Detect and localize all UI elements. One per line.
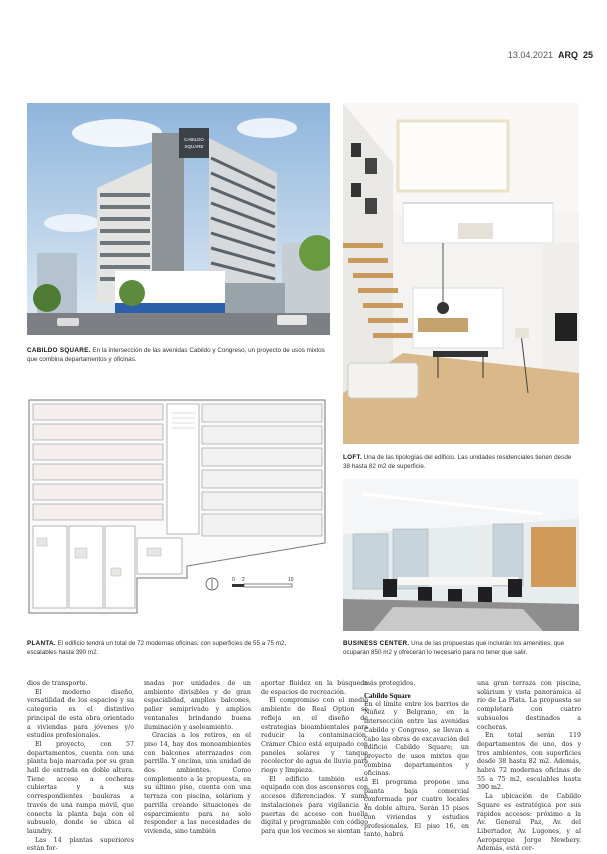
building-sign: CABILDO [184, 137, 204, 142]
article-column-3: aportar fluidez en la búsqueda de espacios de recreación. El compromiso con el medio ambiente de Real Option se refleja en el diseño de estrategias bioambientales para reducir la contaminación. Crámer Chico está equipado con paneles solares y tanque recolector de agua de lluvia para riego y limpieza. El edificio también está equipado con dos ascensores con accesos diferenciados. Y suma instalaciones para vigilancia y puertas de acceso con huella digital y programable con código para que los vecinos se sientan [261, 680, 368, 835]
scale-label-start: 0 [232, 577, 235, 583]
floor-plan-drawing [27, 398, 330, 630]
caption-planta: PLANTA. El edificio tendrá un total de 72 modernas oficinas, con superficies de 55 a 75 m2, escalables hasta 390 m2. [27, 640, 287, 656]
caption-cabildo-square: CABILDO SQUARE. En la intersección de las avenidas Cabildo y Congreso, un proyecto de usos mixtos que combina departamentos y oficinas. [27, 347, 325, 363]
page-header [508, 50, 593, 60]
scale-label-end: 10 [288, 577, 294, 583]
header-section: ARQ [557, 50, 578, 60]
loft-interior-photo [343, 103, 579, 444]
subheading-cabildo-square: Cabildo Square [364, 691, 411, 700]
caption-loft: LOFT. Una de las tipologías del edificio. Las unidades residenciales tienen desde 38 hasta 82 m2 de superficie. [343, 454, 572, 470]
article-column-1: dios de transporte. El moderno diseño, versatilidad de los espacios y su categoría es el distintivo principal de esta obra orientado a viviendas para jóvenes y/o estudios profesionales. El proyecto, con 57 departamentos, cuenta con una planta baja marcada por su gran hall de entrada en doble altura. Tiene acceso a cocheras cubiertas y a sus correspondientes bauleras a través de una rampa móvil, que conecta la planta baja con el subsuelo, donde se ubica el laundry. Las 14 plantas superiores están for- [27, 680, 134, 853]
header-date: 13.04.2021 [507, 50, 553, 60]
business-center-photo [343, 479, 579, 631]
article-column-4: más protegidos. Cabildo Square En el límite entre los barrios de Núñez y Belgrano, en la intersección entre las avenidas Cabildo y Congreso, se llevan a cabo las obras de excavación del edificio Cabildo Square; un proyecto de usos mixtos que combina departamentos y oficinas. El programa propone una planta baja comercial conformada por cuatro locales en doble altura. Serán 15 pisos con viviendas y estudios profesionales. El piso 16, en tanto, habrá [364, 680, 469, 839]
building-exterior-photo [27, 103, 330, 335]
article-column-2: madas por unidades de un ambiente divisibles y de gran espacialidad, amplios balcones, palier semiprivado y amplios ventanales brindando buena iluminación y asoleamiento. Gracias a los retiros, en el piso 14, hay dos monoambientes con balcones aterrazados con parrilla. Y encima, una unidad de dos ambientes. Como complemento a la propuesta, en su último piso, cuenta con una terraza con piscina, solárium y parrilla creando situaciones de esparcimiento para no solo responder a las necesidades de vivienda, sino también [144, 680, 251, 835]
svg-text:SQUARE: SQUARE [184, 144, 204, 149]
header-page-number: 25 [582, 50, 593, 60]
caption-business-center: BUSINESS CENTER. Una de las propuestas que incluirán los amenities, que ocuparán 850 m2 y ofrecerán lo necesario para no tener que salir. [343, 640, 565, 656]
article-column-5: una gran terraza con piscina, solárium y vista panorámica al río de La Plata. La propuesta se completará con cuatro subsuelos destinados a cocheras. En total serán 119 departamentos de uno, dos y tres ambientes, con superficies desde 38 hasta 82 m2. Además, habrá 72 modernas oficinas de 55 a 75 m2, escalables hasta 390 m2. La ubicación de Cabildo Square es estratégica por sus rápidos accesos: próximo a la Av. General Paz, Av. del Libertador, Av. Lugones, y al Aeroparque Jorge Newbery. Además, está cer- [477, 680, 581, 853]
scale-label-mid: 2 [242, 577, 245, 583]
